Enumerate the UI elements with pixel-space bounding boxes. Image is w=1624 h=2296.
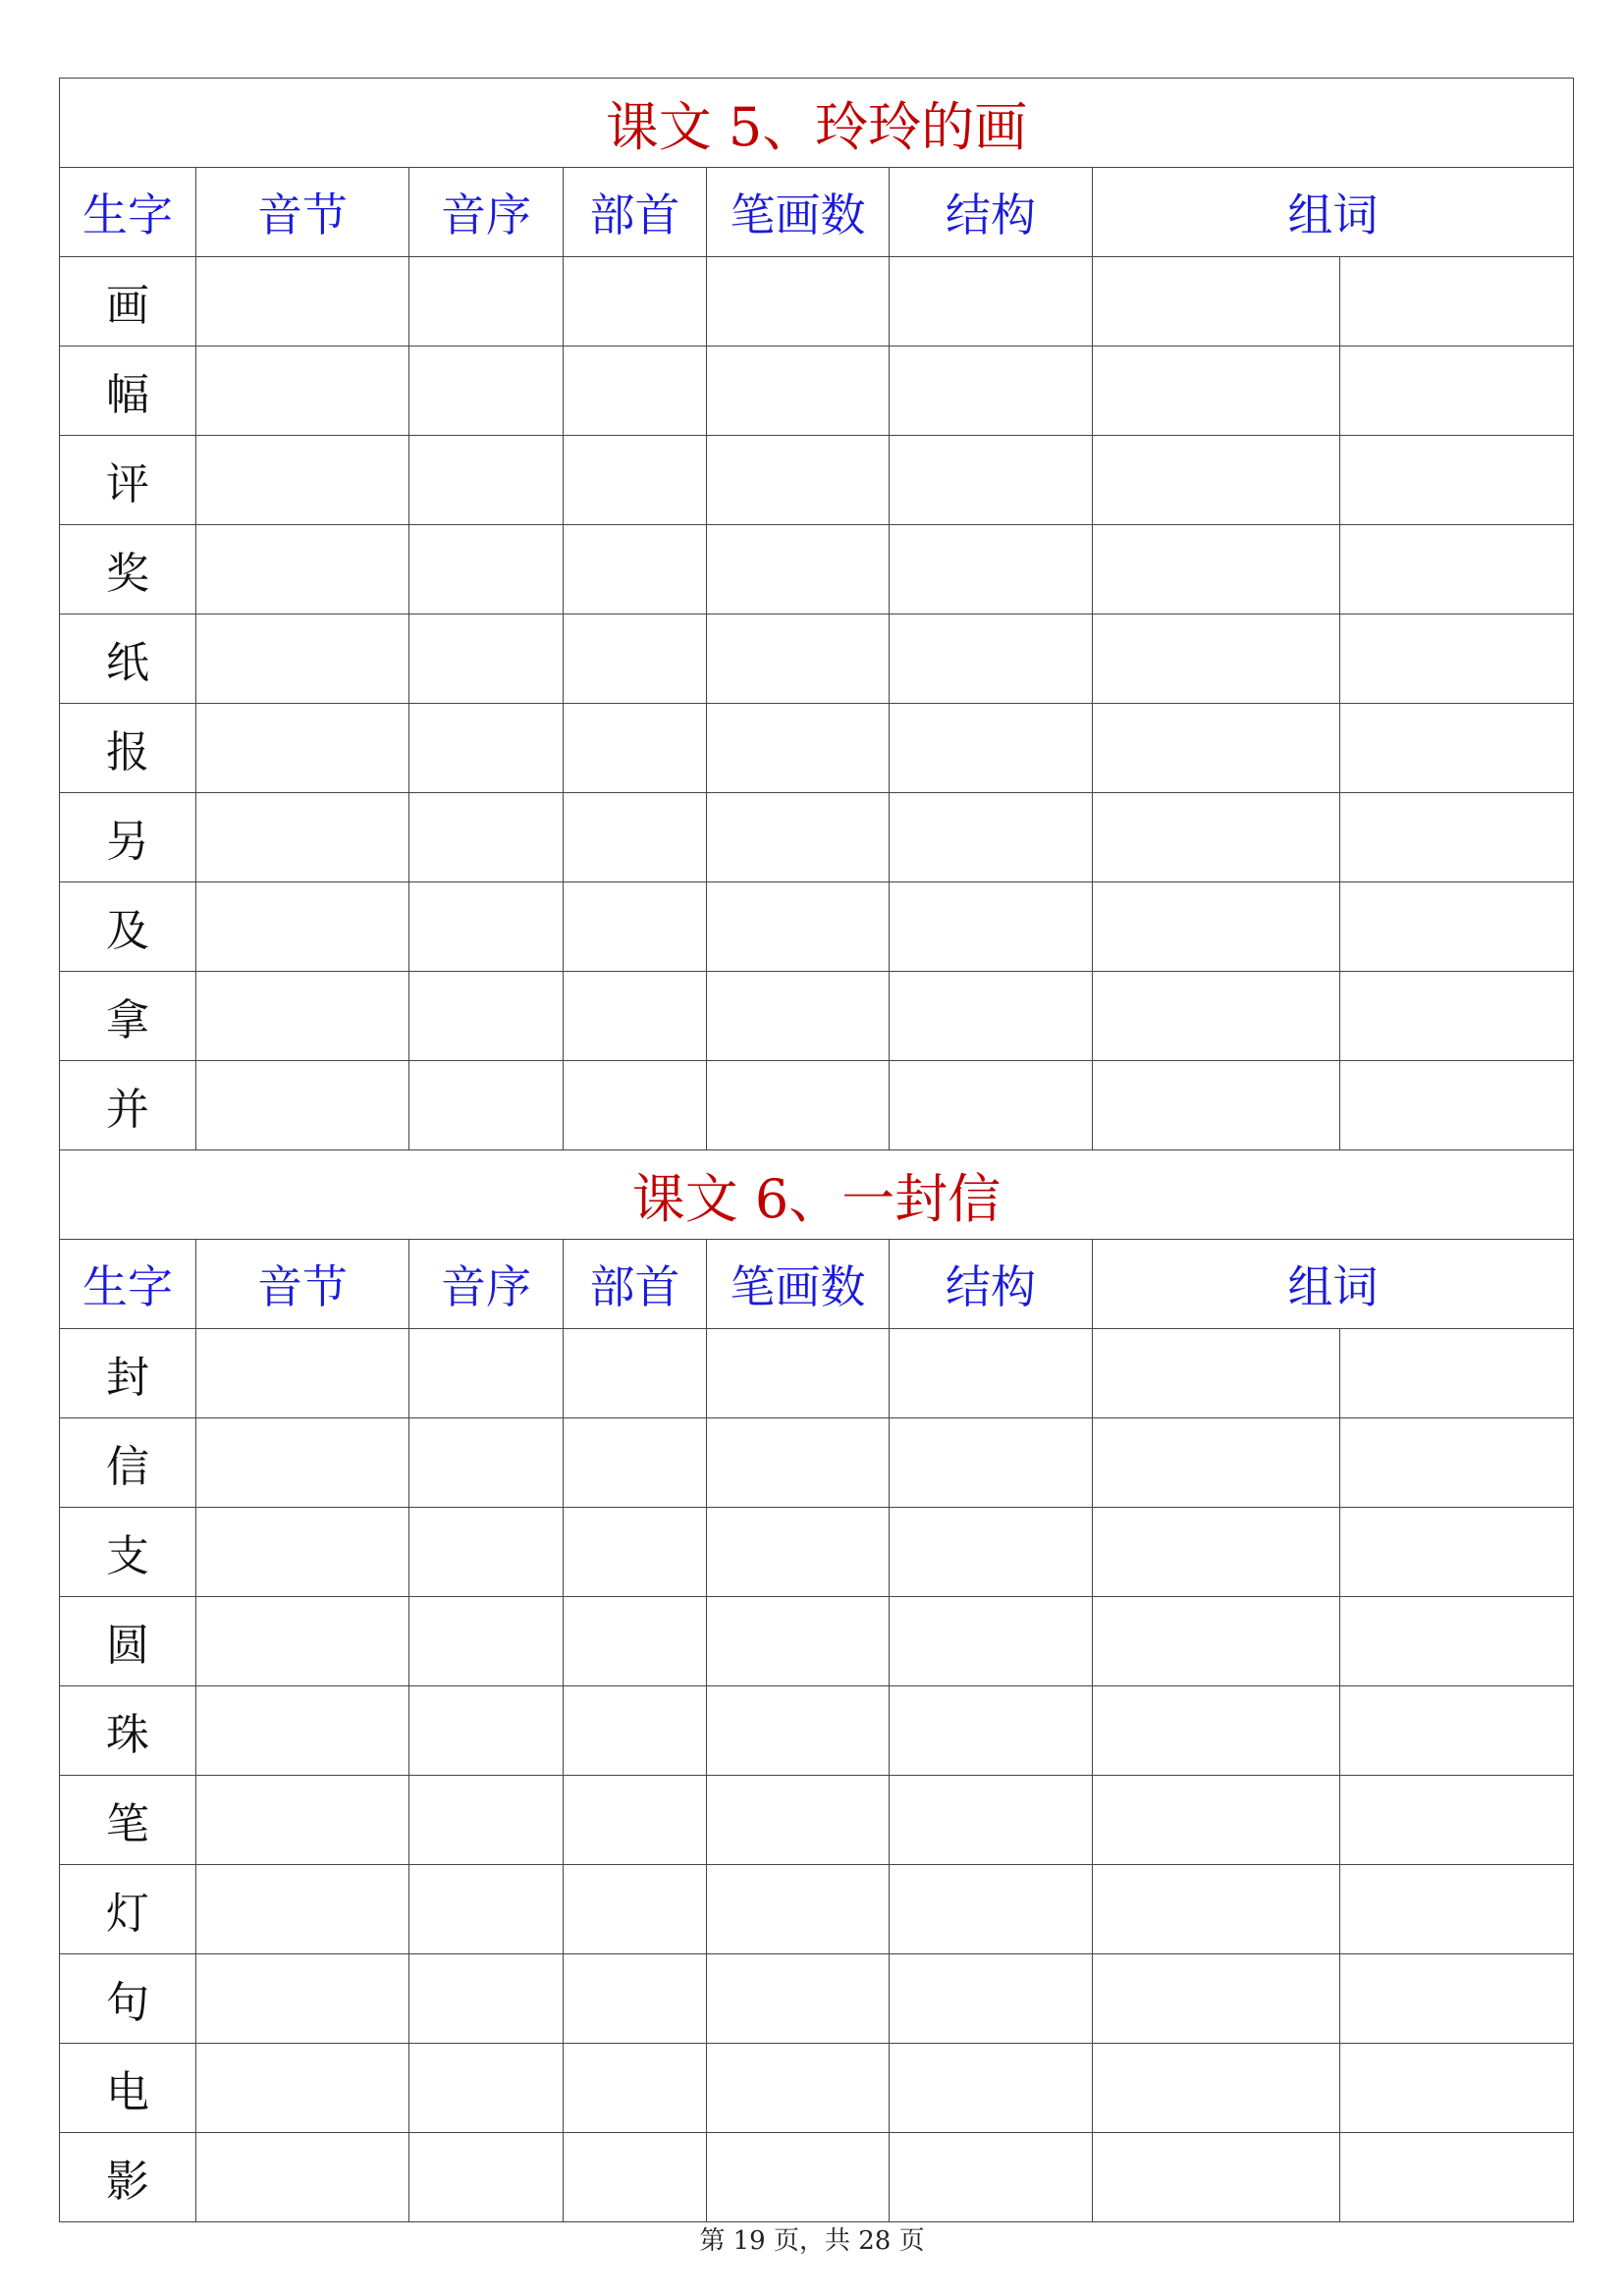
blank-answer-cell[interactable] — [564, 882, 707, 972]
character-cell: 另 — [60, 793, 196, 882]
blank-answer-cell[interactable] — [1340, 2044, 1574, 2133]
blank-answer-cell[interactable] — [1340, 793, 1574, 882]
character-cell: 拿 — [60, 972, 196, 1061]
blank-answer-cell[interactable] — [564, 1329, 707, 1418]
blank-answer-cell[interactable] — [564, 2133, 707, 2222]
blank-answer-cell[interactable] — [564, 257, 707, 347]
blank-answer-cell[interactable] — [196, 1776, 409, 1865]
blank-answer-cell[interactable] — [1340, 2133, 1574, 2222]
blank-answer-cell[interactable] — [707, 614, 890, 704]
blank-answer-cell[interactable] — [1093, 704, 1340, 793]
blank-answer-cell[interactable] — [564, 614, 707, 704]
blank-answer-cell[interactable] — [890, 2133, 1093, 2222]
blank-answer-cell[interactable] — [1093, 347, 1340, 436]
table-row — [60, 525, 1574, 614]
blank-answer-cell[interactable] — [890, 525, 1093, 614]
blank-answer-cell[interactable] — [707, 525, 890, 614]
blank-answer-cell[interactable] — [1340, 257, 1574, 347]
blank-answer-cell[interactable] — [1093, 1508, 1340, 1597]
blank-answer-cell[interactable] — [890, 882, 1093, 972]
blank-answer-cell[interactable] — [890, 436, 1093, 525]
character-cell: 影 — [60, 2133, 196, 2222]
blank-answer-cell[interactable] — [1093, 1686, 1340, 1776]
header-row — [60, 1240, 1574, 1329]
character-cell: 并 — [60, 1061, 196, 1150]
character-cell: 幅 — [60, 347, 196, 436]
blank-answer-cell[interactable] — [196, 1597, 409, 1686]
blank-answer-cell[interactable] — [196, 1418, 409, 1508]
blank-answer-cell[interactable] — [1340, 1776, 1574, 1865]
blank-answer-cell[interactable] — [707, 1329, 890, 1418]
blank-answer-cell[interactable] — [707, 1776, 890, 1865]
blank-answer-cell[interactable] — [890, 972, 1093, 1061]
section-title-row — [60, 1150, 1574, 1240]
blank-answer-cell[interactable] — [1093, 614, 1340, 704]
blank-answer-cell[interactable] — [1093, 2133, 1340, 2222]
blank-answer-cell[interactable] — [1340, 1329, 1574, 1418]
blank-answer-cell[interactable] — [890, 1508, 1093, 1597]
column-header: 音节 — [196, 1240, 409, 1329]
blank-answer-cell[interactable] — [564, 793, 707, 882]
blank-answer-cell[interactable] — [1093, 1865, 1340, 1954]
blank-answer-cell[interactable] — [196, 2044, 409, 2133]
blank-answer-cell[interactable] — [707, 1954, 890, 2044]
table-row — [60, 1865, 1574, 1954]
blank-answer-cell[interactable] — [196, 347, 409, 436]
blank-answer-cell[interactable] — [707, 1686, 890, 1776]
blank-answer-cell[interactable] — [564, 1597, 707, 1686]
blank-answer-cell[interactable] — [409, 972, 564, 1061]
blank-answer-cell[interactable] — [409, 1597, 564, 1686]
blank-answer-cell[interactable] — [564, 347, 707, 436]
blank-answer-cell[interactable] — [196, 972, 409, 1061]
blank-answer-cell[interactable] — [707, 1508, 890, 1597]
character-cell: 笔 — [60, 1776, 196, 1865]
blank-answer-cell[interactable] — [196, 1954, 409, 2044]
blank-answer-cell[interactable] — [707, 2044, 890, 2133]
character-cell: 句 — [60, 1954, 196, 2044]
blank-answer-cell[interactable] — [1340, 882, 1574, 972]
blank-answer-cell[interactable] — [1093, 972, 1340, 1061]
blank-answer-cell[interactable] — [1340, 1597, 1574, 1686]
header-row — [60, 168, 1574, 257]
blank-answer-cell[interactable] — [409, 614, 564, 704]
blank-answer-cell[interactable] — [1093, 1597, 1340, 1686]
table-row — [60, 347, 1574, 436]
table-row — [60, 972, 1574, 1061]
blank-answer-cell[interactable] — [196, 1686, 409, 1776]
blank-answer-cell[interactable] — [707, 1597, 890, 1686]
blank-answer-cell[interactable] — [1340, 614, 1574, 704]
character-cell: 纸 — [60, 614, 196, 704]
blank-answer-cell[interactable] — [1093, 1418, 1340, 1508]
blank-answer-cell[interactable] — [1093, 1954, 1340, 2044]
character-cell: 支 — [60, 1508, 196, 1597]
blank-answer-cell[interactable] — [890, 704, 1093, 793]
blank-answer-cell[interactable] — [707, 1865, 890, 1954]
blank-answer-cell[interactable] — [890, 1954, 1093, 2044]
blank-answer-cell[interactable] — [409, 882, 564, 972]
blank-answer-cell[interactable] — [890, 793, 1093, 882]
column-header: 组词 — [1093, 1240, 1574, 1329]
blank-answer-cell[interactable] — [196, 257, 409, 347]
table-row — [60, 1329, 1574, 1418]
blank-answer-cell[interactable] — [707, 257, 890, 347]
column-header: 笔画数 — [707, 1240, 890, 1329]
character-cell: 封 — [60, 1329, 196, 1418]
character-cell: 信 — [60, 1418, 196, 1508]
blank-answer-cell[interactable] — [564, 2044, 707, 2133]
blank-answer-cell[interactable] — [196, 1865, 409, 1954]
blank-answer-cell[interactable] — [1340, 1686, 1574, 1776]
blank-answer-cell[interactable] — [890, 347, 1093, 436]
blank-answer-cell[interactable] — [890, 1686, 1093, 1776]
blank-answer-cell[interactable] — [564, 1686, 707, 1776]
character-cell: 圆 — [60, 1597, 196, 1686]
blank-answer-cell[interactable] — [196, 525, 409, 614]
blank-answer-cell[interactable] — [564, 972, 707, 1061]
blank-answer-cell[interactable] — [890, 1418, 1093, 1508]
blank-answer-cell[interactable] — [1093, 1329, 1340, 1418]
blank-answer-cell[interactable] — [196, 1329, 409, 1418]
blank-answer-cell[interactable] — [1340, 972, 1574, 1061]
page-footer: 第 19 页，共 28 页 — [699, 2226, 925, 2256]
blank-answer-cell[interactable] — [196, 436, 409, 525]
character-cell: 评 — [60, 436, 196, 525]
blank-answer-cell[interactable] — [196, 1508, 409, 1597]
character-cell: 珠 — [60, 1686, 196, 1776]
blank-answer-cell[interactable] — [564, 1061, 707, 1150]
blank-answer-cell[interactable] — [1340, 1418, 1574, 1508]
column-header: 结构 — [890, 168, 1093, 257]
blank-answer-cell[interactable] — [1340, 1865, 1574, 1954]
worksheet — [59, 78, 1573, 2222]
column-header: 生字 — [60, 1240, 196, 1329]
column-header: 部首 — [564, 1240, 707, 1329]
table-row — [60, 1508, 1574, 1597]
blank-answer-cell[interactable] — [1093, 2044, 1340, 2133]
table-row — [60, 704, 1574, 793]
blank-answer-cell[interactable] — [1093, 882, 1340, 972]
blank-answer-cell[interactable] — [707, 1418, 890, 1508]
table-row — [60, 614, 1574, 704]
column-header: 生字 — [60, 168, 196, 257]
blank-answer-cell[interactable] — [564, 1954, 707, 2044]
blank-answer-cell[interactable] — [890, 614, 1093, 704]
blank-answer-cell[interactable] — [409, 1865, 564, 1954]
blank-answer-cell[interactable] — [890, 257, 1093, 347]
blank-answer-cell[interactable] — [196, 2133, 409, 2222]
blank-answer-cell[interactable] — [409, 2133, 564, 2222]
blank-answer-cell[interactable] — [564, 704, 707, 793]
blank-answer-cell[interactable] — [564, 525, 707, 614]
blank-answer-cell[interactable] — [196, 704, 409, 793]
blank-answer-cell[interactable] — [1340, 1061, 1574, 1150]
section-title-row — [60, 79, 1574, 168]
blank-answer-cell[interactable] — [409, 2044, 564, 2133]
blank-answer-cell[interactable] — [1093, 436, 1340, 525]
blank-answer-cell[interactable] — [196, 1061, 409, 1150]
blank-answer-cell[interactable] — [707, 972, 890, 1061]
blank-answer-cell[interactable] — [1340, 1508, 1574, 1597]
blank-answer-cell[interactable] — [890, 1597, 1093, 1686]
blank-answer-cell[interactable] — [564, 1776, 707, 1865]
blank-answer-cell[interactable] — [196, 882, 409, 972]
blank-answer-cell[interactable] — [409, 793, 564, 882]
table-row — [60, 257, 1574, 347]
blank-answer-cell[interactable] — [707, 704, 890, 793]
blank-answer-cell[interactable] — [1093, 793, 1340, 882]
table-row — [60, 2133, 1574, 2222]
blank-answer-cell[interactable] — [1340, 1954, 1574, 2044]
blank-answer-cell[interactable] — [409, 1061, 564, 1150]
column-header: 组词 — [1093, 168, 1574, 257]
blank-answer-cell[interactable] — [409, 347, 564, 436]
blank-answer-cell[interactable] — [890, 2044, 1093, 2133]
blank-answer-cell[interactable] — [1340, 704, 1574, 793]
column-header: 音节 — [196, 168, 409, 257]
blank-answer-cell[interactable] — [409, 1329, 564, 1418]
blank-answer-cell[interactable] — [409, 1776, 564, 1865]
blank-answer-cell[interactable] — [409, 1508, 564, 1597]
blank-answer-cell[interactable] — [890, 1329, 1093, 1418]
character-cell: 报 — [60, 704, 196, 793]
table-row — [60, 1954, 1574, 2044]
character-cell: 奖 — [60, 525, 196, 614]
blank-answer-cell[interactable] — [890, 1776, 1093, 1865]
table-row — [60, 882, 1574, 972]
column-header: 音序 — [409, 1240, 564, 1329]
blank-answer-cell[interactable] — [409, 257, 564, 347]
column-header: 笔画数 — [707, 168, 890, 257]
blank-answer-cell[interactable] — [409, 1954, 564, 2044]
blank-answer-cell[interactable] — [890, 1061, 1093, 1150]
blank-answer-cell[interactable] — [196, 793, 409, 882]
blank-answer-cell[interactable] — [1340, 347, 1574, 436]
table-row — [60, 1418, 1574, 1508]
blank-answer-cell[interactable] — [564, 436, 707, 525]
blank-answer-cell[interactable] — [707, 436, 890, 525]
character-cell: 灯 — [60, 1865, 196, 1954]
blank-answer-cell[interactable] — [1093, 257, 1340, 347]
table-row — [60, 436, 1574, 525]
blank-answer-cell[interactable] — [409, 704, 564, 793]
column-header: 音序 — [409, 168, 564, 257]
blank-answer-cell[interactable] — [409, 1686, 564, 1776]
blank-answer-cell[interactable] — [196, 614, 409, 704]
vocab-table — [59, 78, 1574, 2222]
blank-answer-cell[interactable] — [564, 1508, 707, 1597]
blank-answer-cell[interactable] — [564, 1865, 707, 1954]
table-row — [60, 2044, 1574, 2133]
blank-answer-cell[interactable] — [1340, 436, 1574, 525]
section-title: 课文 6、一封信 — [60, 1150, 1574, 1240]
blank-answer-cell[interactable] — [1093, 1061, 1340, 1150]
table-row — [60, 1061, 1574, 1150]
blank-answer-cell[interactable] — [707, 1061, 890, 1150]
blank-answer-cell[interactable] — [409, 436, 564, 525]
blank-answer-cell[interactable] — [409, 1418, 564, 1508]
column-header: 部首 — [564, 168, 707, 257]
character-cell: 画 — [60, 257, 196, 347]
blank-answer-cell[interactable] — [1093, 1776, 1340, 1865]
blank-answer-cell[interactable] — [707, 347, 890, 436]
blank-answer-cell[interactable] — [1093, 525, 1340, 614]
table-row — [60, 1686, 1574, 1776]
character-cell: 电 — [60, 2044, 196, 2133]
blank-answer-cell[interactable] — [707, 793, 890, 882]
blank-answer-cell[interactable] — [707, 882, 890, 972]
blank-answer-cell[interactable] — [707, 2133, 890, 2222]
table-row — [60, 793, 1574, 882]
blank-answer-cell[interactable] — [409, 525, 564, 614]
blank-answer-cell[interactable] — [564, 1418, 707, 1508]
table-row — [60, 1776, 1574, 1865]
character-cell: 及 — [60, 882, 196, 972]
blank-answer-cell[interactable] — [1340, 525, 1574, 614]
blank-answer-cell[interactable] — [890, 1865, 1093, 1954]
column-header: 结构 — [890, 1240, 1093, 1329]
section-title: 课文 5、玲玲的画 — [60, 79, 1574, 168]
table-row — [60, 1597, 1574, 1686]
